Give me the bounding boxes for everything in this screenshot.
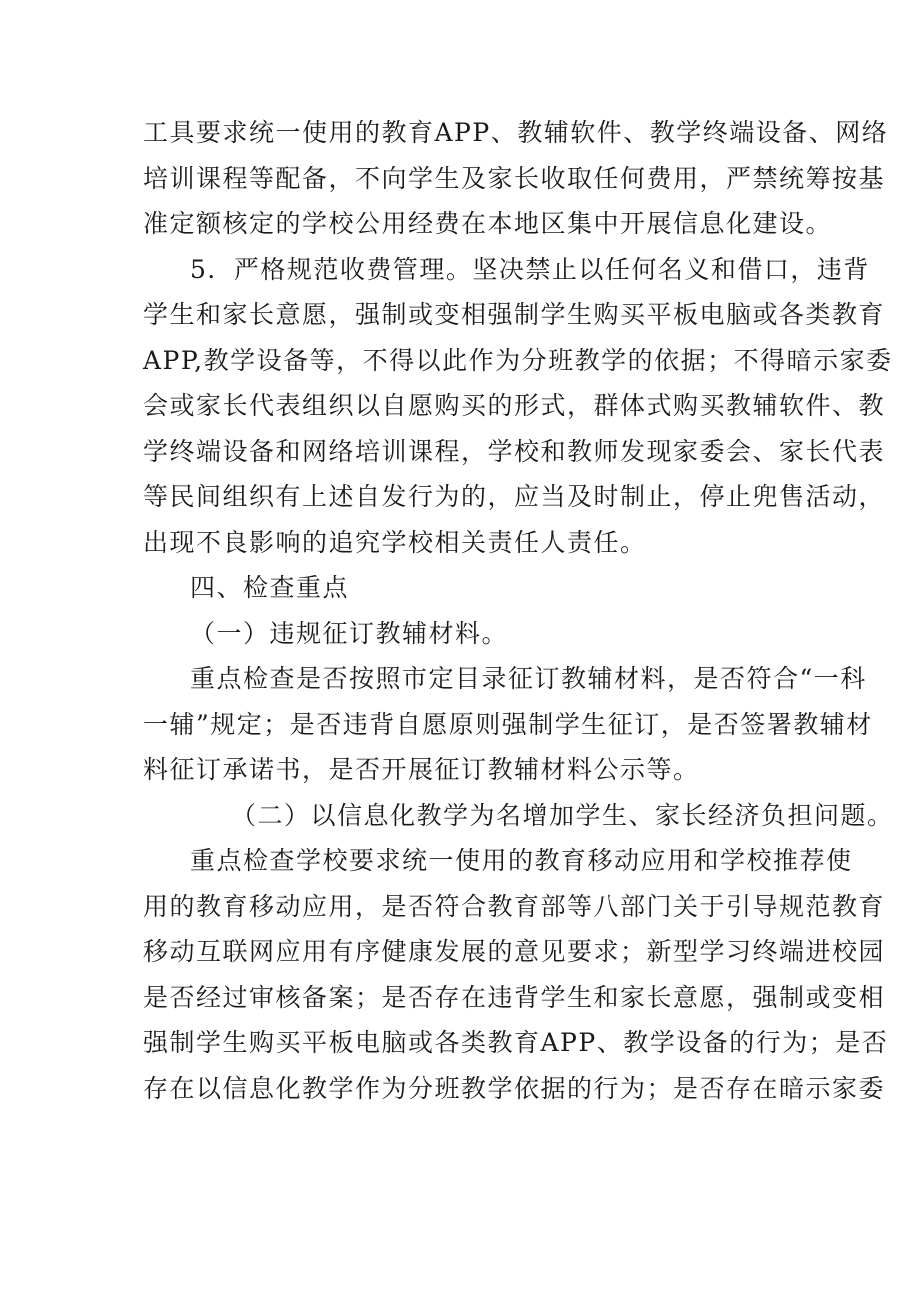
paragraph-line: 等民间组织有上述自发行为的，应当及时制止，停止兜售活动， [143, 482, 886, 511]
paragraph-line: 会或家长代表组织以自愿购买的形式，群体式购买教辅软件、教 [143, 391, 886, 420]
subsection-heading: （一）违规征订教辅材料。 [190, 618, 509, 648]
paragraph-line: 5．严格规范收费管理。坚决禁止以任何名义和借口，违背 [190, 254, 870, 284]
section-heading: 四、检查重点 [190, 573, 350, 602]
subsection-heading: （二）以信息化教学为名增加学生、家长经济负担问题。 [231, 800, 894, 830]
paragraph-line: 料征订承诺书，是否开展征订教辅材料公示等。 [143, 755, 700, 784]
paragraph-line: APP,教学设备等，不得以此作为分班教学的依据；不得暗示家委 [143, 345, 893, 375]
paragraph-line: 培训课程等配备，不向学生及家长收取任何费用，严禁统筹按基 [143, 163, 886, 193]
paragraph-line: 用的教育移动应用，是否符合教育部等八部门关于引导规范教育 [143, 891, 886, 921]
paragraph-line: 工具要求统一使用的教育APP、教辅软件、教学终端设备、网络 [143, 118, 889, 147]
paragraph-line: 出现不良影响的追究学校相关责任人责任。 [143, 527, 647, 557]
paragraph-line: 重点检查是否按照市定目录征订教辅材料，是否符合“一科 [190, 664, 867, 693]
paragraph-line: 是否经过审核备案；是否存在违背学生和家长意愿，强制或变相 [143, 982, 886, 1012]
paragraph-line: 移动互联网应用有序健康发展的意见要求；新型学习终端进校园 [143, 937, 886, 966]
paragraph-line: 学生和家长意愿，强制或变相强制学生购买平板电脑或各类教育 [143, 300, 886, 329]
paragraph-line: 强制学生购买平板电脑或各类教育APP、教学设备的行为；是否 [143, 1028, 889, 1057]
paragraph-line: 学终端设备和网络培训课程，学校和教师发现家委会、家长代表 [143, 436, 886, 466]
paragraph-line: 准定额核定的学校公用经费在本地区集中开展信息化建设。 [143, 209, 833, 238]
paragraph-line: 存在以信息化教学作为分班教学依据的行为；是否存在暗示家委 [143, 1073, 886, 1103]
paragraph-line: 一辅”规定；是否违背自愿原则强制学生征订，是否签署教辅材 [143, 709, 873, 739]
document-body [143, 110, 894, 1111]
paragraph-line: 重点检查学校要求统一使用的教育移动应用和学校推荐使 [190, 846, 853, 875]
